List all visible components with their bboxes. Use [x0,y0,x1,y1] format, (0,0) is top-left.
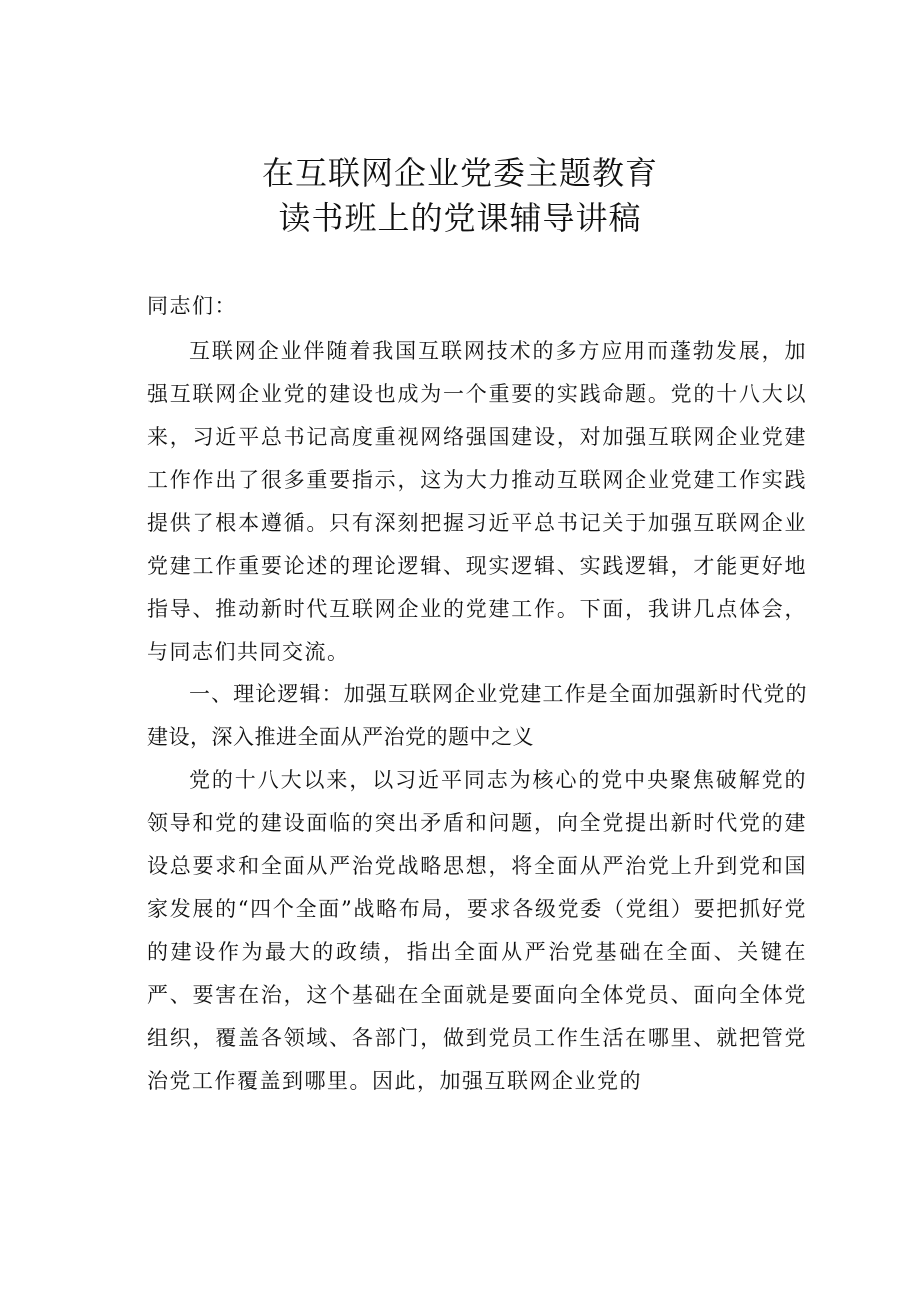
section-1-paragraph: 党的十八大以来，以习近平同志为核心的党中央聚焦破解党的领导和党的建设面临的突出矛盾和问题，向全党提出新时代党的建设总要求和全面从严治党战略思想，将全面从严治党上升到党和国家发展的“四个全面”战略布局，要求各级党委（党组）要把抓好党的建设作为最大的政绩，指出全面从严治党基础在全面、关键在严、要害在治，这个基础在全面就是要面向全体党员、面向全体党组织，覆盖各领域、各部门，做到党员工作生活在哪里、就把管党治党工作覆盖到哪里。因此，加强互联网企业党的 [147,768,807,1093]
intro-paragraph-container [147,330,807,674]
intro-paragraph: 互联网企业伴随着我国互联网技术的多方应用而蓬勃发展，加强互联网企业党的建设也成为一个重要的实践命题。党的十八大以来，习近平总书记高度重视网络强国建设，对加强互联网企业党建工作作出了很多重要指示，这为大力推动互联网企业党建工作实践提供了根本遵循。只有深刻把握习近平总书记关于加强互联网企业党建工作重要论述的理论逻辑、现实逻辑、实践逻辑，才能更好地指导、推动新时代互联网企业的党建工作。下面，我讲几点体会，与同志们共同交流。 [147,339,807,664]
document-title [0,151,920,241]
section-1-paragraph-container [147,759,807,1103]
title-line-2: 读书班上的党课辅导讲稿 [278,199,642,237]
title-line-1: 在互联网企业党委主题教育 [261,154,658,192]
greeting: 同志们： [147,294,237,318]
section-1-heading: 一、理论逻辑：加强互联网企业党建工作是全面加强新时代党的建设，深入推进全面从严治党的题中之义 [147,682,807,749]
